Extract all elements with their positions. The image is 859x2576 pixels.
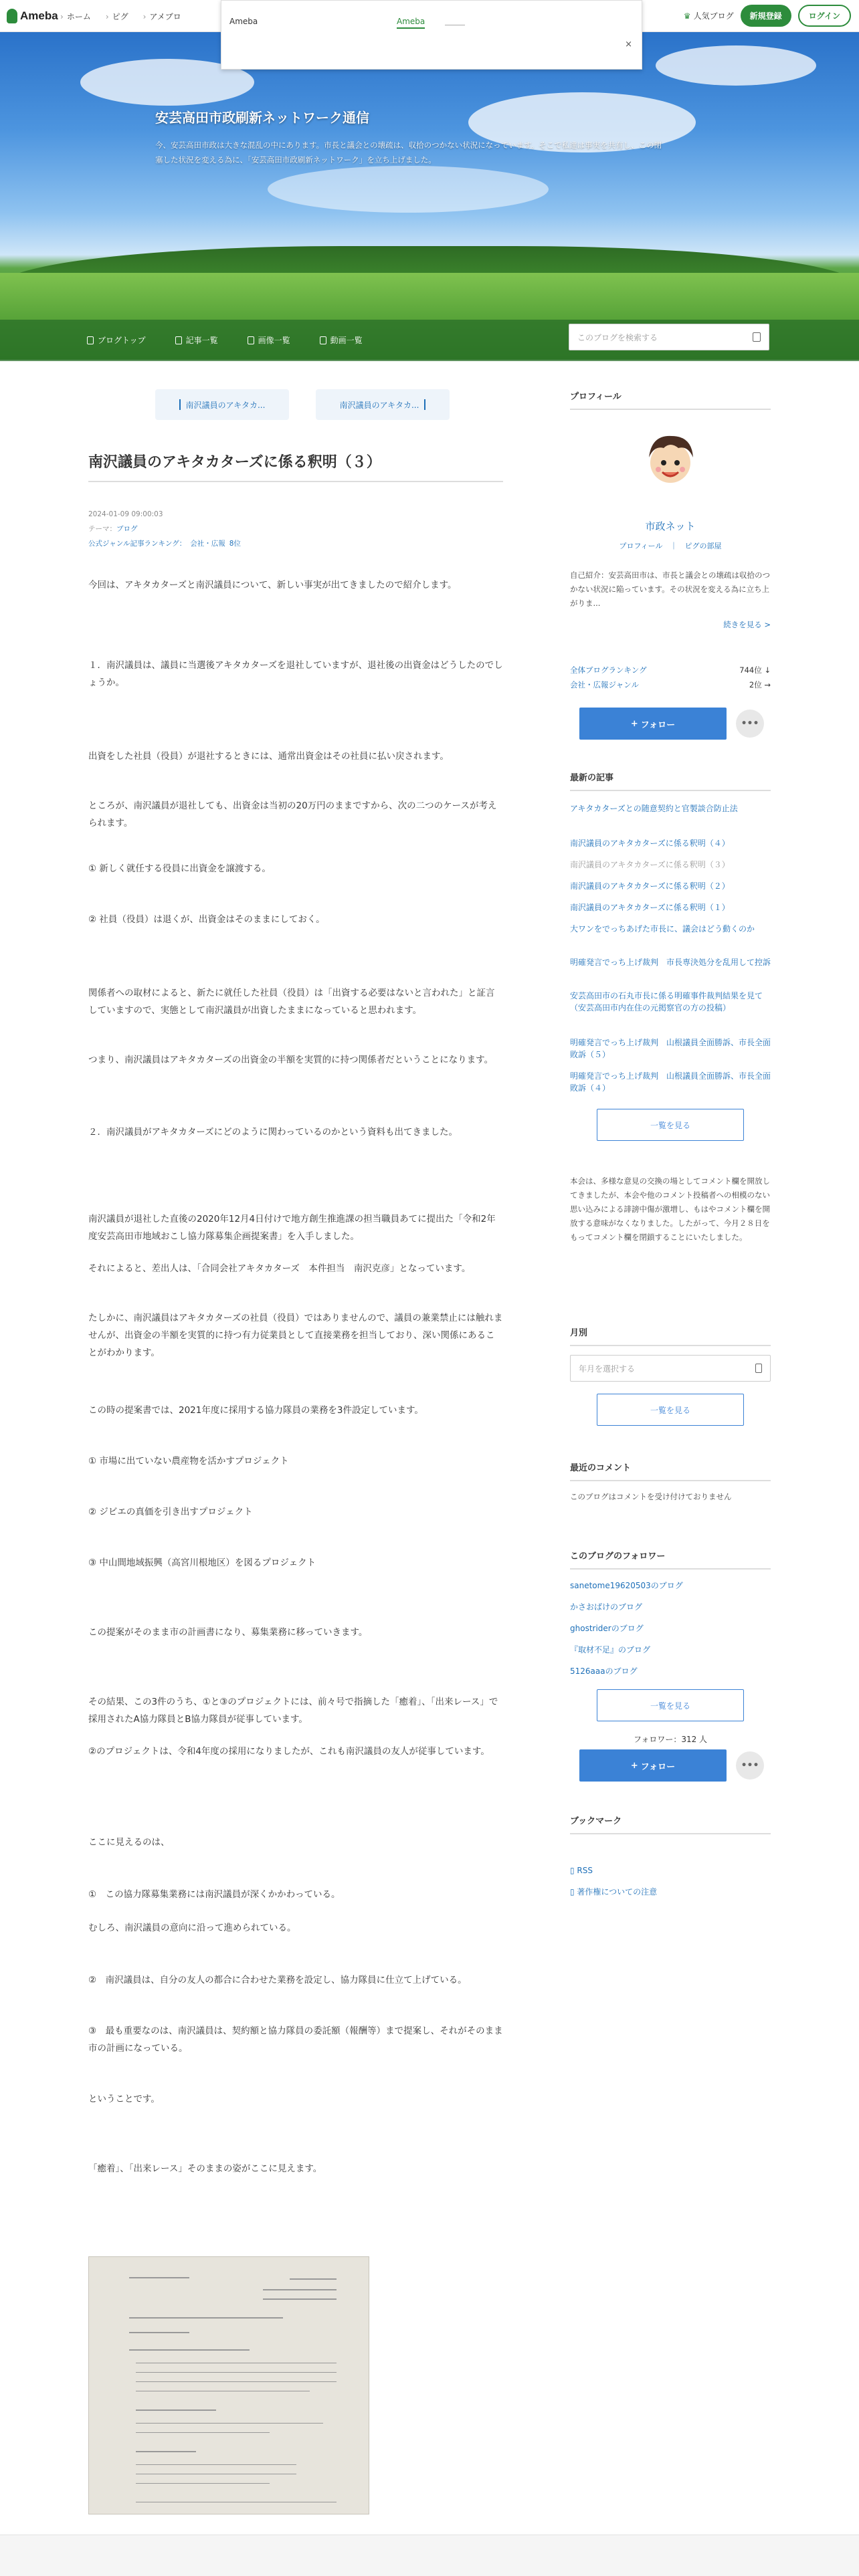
nav-image-list[interactable] bbox=[248, 334, 290, 346]
ad-link[interactable]: Ameba bbox=[397, 17, 425, 29]
follow-button-bottom[interactable] bbox=[579, 1749, 727, 1782]
document-icon bbox=[87, 336, 94, 344]
nav-blog-top[interactable] bbox=[87, 334, 146, 346]
paragraph: 「癒着」、「出来レース」そのままの姿がここに見えます。 bbox=[88, 2163, 322, 2174]
cloud bbox=[268, 166, 549, 213]
doc-line bbox=[136, 2451, 196, 2452]
paragraph: ② 社員（役員）は退くが、出資金はそのままにしておく。 bbox=[88, 914, 325, 925]
month-select[interactable] bbox=[570, 1355, 771, 1382]
paragraph: ① 新しく就任する役員に出資金を譲渡する。 bbox=[88, 863, 271, 874]
rss-icon: ▯ bbox=[570, 1866, 577, 1875]
more-options-icon[interactable]: ••• bbox=[736, 710, 764, 738]
chevron-left-icon bbox=[179, 399, 181, 410]
blog-title[interactable]: 安芸高田市政刷新ネットワーク通信 bbox=[155, 110, 369, 126]
recent-entry-link[interactable]: アキタカターズとの随意契約と官製談合防止法 bbox=[570, 804, 738, 813]
signup-button[interactable]: 新規登録 bbox=[741, 5, 791, 27]
paragraph: その結果、この3件のうち、①と③のプロジェクトには、前々号で指摘した「癒着」、「出来レース」で採用されたA協力隊員とB協力隊員が従事しています。 bbox=[88, 1697, 498, 1725]
blog-description: 今、安芸高田市政は大きな混乱の中にあります。市長と議会との壊疏は、収拾のつかない状況になっています。そこで私達は事実を共有し、この閉塞した状況を変える為に、「安芸高田市政刷新ネットワーク」を立ち上げました。 bbox=[155, 140, 662, 165]
login-button[interactable]: ログイン bbox=[798, 5, 851, 27]
ranking-label[interactable]: 公式ジャンル記事ランキング： bbox=[88, 540, 187, 548]
document-icon: ▯ bbox=[570, 1887, 577, 1897]
copyright-label: 著作権についての注意 bbox=[577, 1887, 658, 1897]
overall-ranking[interactable] bbox=[570, 665, 771, 675]
recent-entry-link[interactable]: 明確発言でっち上げ裁判 山根議員全面勝訴、市長全面敗訴（５） bbox=[570, 1038, 771, 1059]
nav-home[interactable]: › ホーム bbox=[60, 11, 91, 22]
popular-label: 人気ブログ bbox=[693, 11, 734, 21]
followers-list-button[interactable]: 一覧を見る bbox=[597, 1689, 744, 1721]
follower-link[interactable]: 5126aaaのブログ bbox=[570, 1667, 638, 1676]
theme-link[interactable]: ブログ bbox=[116, 525, 138, 533]
paragraph: １．南沢議員は、議員に当選後アキタカターズを退社していますが、退社後の出資金はどうしたのでしょうか。 bbox=[88, 660, 503, 688]
proposal-document-photo[interactable] bbox=[88, 2256, 369, 2514]
recent-entry-link[interactable]: 明確発言でっち上げ裁判 山根議員全面勝訴、市長全面敗訴（４） bbox=[570, 1071, 771, 1093]
doc-line bbox=[136, 2372, 337, 2373]
header-actions bbox=[684, 5, 851, 27]
ranking-genre-link[interactable]: 会社・広報 bbox=[190, 540, 225, 548]
more-options-icon[interactable]: ••• bbox=[736, 1751, 764, 1780]
paragraph: 南沢議員が退社した直後の2020年12月4日付けで地方創生推進課の担当職員あてに提出た「令和2年度安芸高田市地域おこし協力隊募集企画提案書」を入手しました。 bbox=[88, 1214, 496, 1242]
cloud bbox=[656, 45, 816, 86]
prev-entry-label: 南沢議員のアキタカ... bbox=[185, 400, 266, 410]
profile-more-link[interactable]: 続きを見る > bbox=[723, 620, 771, 629]
paragraph: 出資をした社員（役員）が退社するときには、通常出資金はその社員に払い戻されます。 bbox=[88, 751, 449, 762]
nav-label: 動画一覧 bbox=[330, 336, 363, 345]
paragraph: ① この協力隊募集業務には南沢議員が深くかかわっている。 bbox=[88, 1889, 341, 1900]
crown-icon: ♛ bbox=[683, 11, 691, 21]
ranking-position[interactable]: 8位 bbox=[229, 540, 241, 548]
plus-icon: + bbox=[630, 718, 638, 729]
ameba-logo[interactable] bbox=[7, 7, 58, 25]
paragraph: むしろ、南沢議員の意向に沿って進められている。 bbox=[88, 1923, 296, 1933]
global-nav bbox=[60, 11, 181, 22]
article-theme bbox=[88, 522, 245, 536]
doc-line bbox=[263, 2289, 337, 2290]
recent-entry-link[interactable]: 安芸高田市の石丸市長に係る明確事件裁判結果を見て（安芸高田市内在住の元掲察官の方の投稿） bbox=[570, 991, 763, 1012]
overall-ranking-label[interactable]: 全体ブログランキング bbox=[570, 665, 647, 675]
comment-notice: 本会は、多様な意見の交換の場としてコメント欄を開放してきましたが、本会や他のコメント投稿者への相模のない思い込みによる誹謗中傷が激増し、もはやコメント欄を開放する意味がなくなりました。したがって、今月２８日をもってコメント欄を閉鎖することにいたしました。 bbox=[570, 1176, 770, 1242]
doc-line bbox=[129, 2332, 189, 2333]
genre-ranking[interactable] bbox=[570, 679, 771, 690]
comments-disabled-text: このブログはコメントを受け付けておりません bbox=[570, 1492, 732, 1501]
bookmark-heading: ブックマーク bbox=[570, 1814, 771, 1834]
paragraph: たしかに、南沢議員はアキタカターズの社員（役員）ではありませんので、議員の兼業禁止には触れませんが、出資金の半額を実質的に持つ有力従業員として直接業務を担当しており、深い関係にあることがわかります。 bbox=[88, 1313, 503, 1358]
article-meta bbox=[88, 507, 245, 551]
followers-heading: このブログのフォロワー bbox=[570, 1549, 771, 1570]
follower-link[interactable]: かさおばけのブログ bbox=[570, 1602, 643, 1612]
doc-line bbox=[136, 2432, 270, 2433]
entry-pager bbox=[155, 389, 450, 420]
paragraph: この時の提案書では、2021年度に採用する協力隊員の業務を3件設定しています。 bbox=[88, 1405, 423, 1416]
doc-line bbox=[136, 2409, 216, 2411]
avatar[interactable] bbox=[637, 425, 704, 492]
doc-line bbox=[263, 2298, 337, 2300]
recent-entry-link[interactable]: 南沢議員のアキタカターズに係る釈明（１） bbox=[570, 903, 730, 912]
search-icon[interactable] bbox=[753, 332, 761, 342]
profile-heading: プロフィール bbox=[570, 389, 771, 410]
blog-search-input[interactable] bbox=[569, 324, 769, 350]
chevron-down-icon bbox=[755, 1364, 762, 1373]
image-icon bbox=[248, 336, 254, 344]
doc-line bbox=[136, 2483, 270, 2484]
profile-description: 自己紹介：安芸高田市は、市長と議会との壊疏は収拾のつかない状況に陥っています。その状況を変える為に立ち上がりま... bbox=[570, 570, 770, 608]
article-date: 2024-01-09 09:00:03 bbox=[88, 510, 163, 518]
doc-line bbox=[136, 2423, 323, 2424]
follower-link[interactable]: ghostriderのブログ bbox=[570, 1624, 644, 1633]
paragraph: 関係者への取材によると、新たに就任した社員（役員）は「出資する必要はないと言われた」と証言していますので、実態として南沢議員が出資したままになっていると思われます。 bbox=[88, 988, 495, 1016]
nav-label: 画像一覧 bbox=[258, 336, 290, 345]
article-title[interactable]: 南沢議員のアキタカターズに係る釈明（３） bbox=[88, 451, 503, 482]
paragraph: ところが、南沢議員が退社しても、出資金は当初の20万円のままですから、次の二つのケースが考えられます。 bbox=[88, 800, 497, 829]
search-placeholder: このブログを検索する bbox=[577, 332, 658, 342]
doc-line bbox=[129, 2317, 283, 2319]
plus-icon: + bbox=[630, 1760, 638, 1771]
paragraph: 今回は、アキタカターズと南沢議員について、新しい事実が出てきましたので紹介します。 bbox=[88, 580, 457, 591]
paragraph: ここに見えるのは、 bbox=[88, 1837, 170, 1848]
rss-link[interactable] bbox=[570, 1866, 593, 1875]
recent-entry-link[interactable]: 明確発言でっち上げ裁判 市長専決処分を乱用して控訴 bbox=[570, 958, 771, 967]
close-icon[interactable]: × bbox=[625, 39, 632, 49]
nav-entry-list[interactable] bbox=[175, 334, 218, 346]
logo-text: Ameba bbox=[20, 9, 58, 22]
follower-count: フォロワー：312 人 bbox=[633, 1735, 708, 1744]
recent-entry-link[interactable]: 南沢議員のアキタカターズに係る釈明（２） bbox=[570, 881, 730, 891]
ad-label: Ameba bbox=[229, 17, 258, 26]
overall-ranking-value: 744位 ↓ bbox=[739, 665, 771, 675]
ameba-logo-icon bbox=[7, 9, 17, 23]
nav-ameblo[interactable]: › アメブロ bbox=[143, 11, 181, 22]
nav-video-list[interactable] bbox=[320, 334, 363, 346]
follow-button[interactable] bbox=[579, 708, 727, 740]
paragraph: この提案がそのまま市の計画書になり、募集業務に移っていきます。 bbox=[88, 1627, 368, 1638]
popular-blog-link[interactable] bbox=[684, 10, 734, 21]
profile-name[interactable]: 市政ネット bbox=[645, 520, 696, 532]
nav-label: 記事一覧 bbox=[185, 336, 218, 345]
rss-label: RSS bbox=[577, 1866, 593, 1875]
paragraph: ① 市場に出ていない農産物を活かすプロジェクト bbox=[88, 1456, 289, 1467]
recent-entry-link[interactable]: 南沢議員のアキタカターズに係る釈明（４） bbox=[570, 839, 730, 848]
monthly-heading: 月別 bbox=[570, 1325, 771, 1346]
theme-label: テーマ： bbox=[88, 525, 116, 533]
blog-header-image bbox=[0, 32, 859, 360]
prev-entry-link[interactable] bbox=[155, 389, 289, 420]
profile-links[interactable]: プロフィール ｜ ピグの部屋 bbox=[619, 542, 722, 550]
doc-line bbox=[136, 2381, 337, 2382]
list-icon bbox=[175, 336, 182, 344]
nav-label: ブログトップ bbox=[98, 336, 146, 345]
genre-ranking-label[interactable]: 会社・広報ジャンル bbox=[570, 680, 639, 689]
recent-entry-current[interactable]: 南沢議員のアキタカターズに係る釈明（３） bbox=[570, 860, 730, 869]
doc-line bbox=[136, 2464, 296, 2465]
paragraph: つまり、南沢議員はアキタカターズの出資金の半額を実質的に持つ関係者だということになります。 bbox=[88, 1055, 494, 1065]
next-entry-link[interactable] bbox=[316, 389, 450, 420]
recent-entries-heading: 最新の記事 bbox=[570, 770, 771, 791]
chevron-right-icon bbox=[424, 399, 425, 410]
paragraph: ③ 中山間地域振興（高宮川根地区）を図るプロジェクト bbox=[88, 1558, 316, 1568]
month-select-label: 年月を選択する bbox=[579, 1364, 636, 1374]
paragraph: ② ジビエの真価を引き出すプロジェクト bbox=[88, 1507, 253, 1517]
recent-entry-link[interactable]: 大ワンをでっちあげた市長に、議会はどう動くのか bbox=[570, 924, 755, 934]
doc-line bbox=[129, 2277, 189, 2278]
doc-line bbox=[129, 2349, 250, 2351]
bottom-bar bbox=[0, 2535, 859, 2576]
copyright-link[interactable] bbox=[570, 1886, 657, 1897]
paragraph: ② 南沢議員は、自分の友人の都合に合わせた業務を設定し、協力隊員に仕立て上げている。 bbox=[88, 1975, 467, 1985]
avatar-illustration bbox=[637, 425, 704, 492]
ad-overlay bbox=[221, 0, 642, 70]
paragraph: ということです。 bbox=[88, 2094, 160, 2105]
follow-label: フォロー bbox=[640, 1761, 676, 1772]
recent-list-button[interactable]: 一覧を見る bbox=[597, 1109, 744, 1141]
paragraph: それによると、差出人は、「合同会社アキタカターズ 本件担当 南沢克彦」となっています。 bbox=[88, 1263, 471, 1274]
next-entry-label: 南沢議員のアキタカ... bbox=[339, 400, 419, 410]
paragraph: ③ 最も重要なのは、南沢議員は、契約額と協力隊員の委託額（報酬等）まで提案し、それがそのまま市の計画になっている。 bbox=[88, 2026, 503, 2054]
follower-link[interactable]: sanetome19620503のブログ bbox=[570, 1581, 683, 1590]
genre-ranking-value: 2位 → bbox=[749, 680, 771, 689]
follower-link[interactable]: 『取材不足』のブログ bbox=[570, 1645, 651, 1654]
monthly-list-button[interactable]: 一覧を見る bbox=[597, 1394, 744, 1426]
video-icon bbox=[320, 336, 326, 344]
genre-ranking bbox=[88, 536, 245, 551]
paragraph: ②のプロジェクトは、令和4年度の採用になりましたが、これも南沢議員の友人が従事しています。 bbox=[88, 1746, 490, 1757]
recent-comments-heading: 最近のコメント bbox=[570, 1461, 771, 1481]
paragraph: ２．南沢議員がアキタカターズにどのように関わっているのかという資料も出てきました。 bbox=[88, 1127, 458, 1138]
doc-line bbox=[290, 2278, 337, 2280]
nav-pigg[interactable]: › ピグ bbox=[106, 11, 128, 22]
follow-label: フォロー bbox=[640, 720, 676, 730]
